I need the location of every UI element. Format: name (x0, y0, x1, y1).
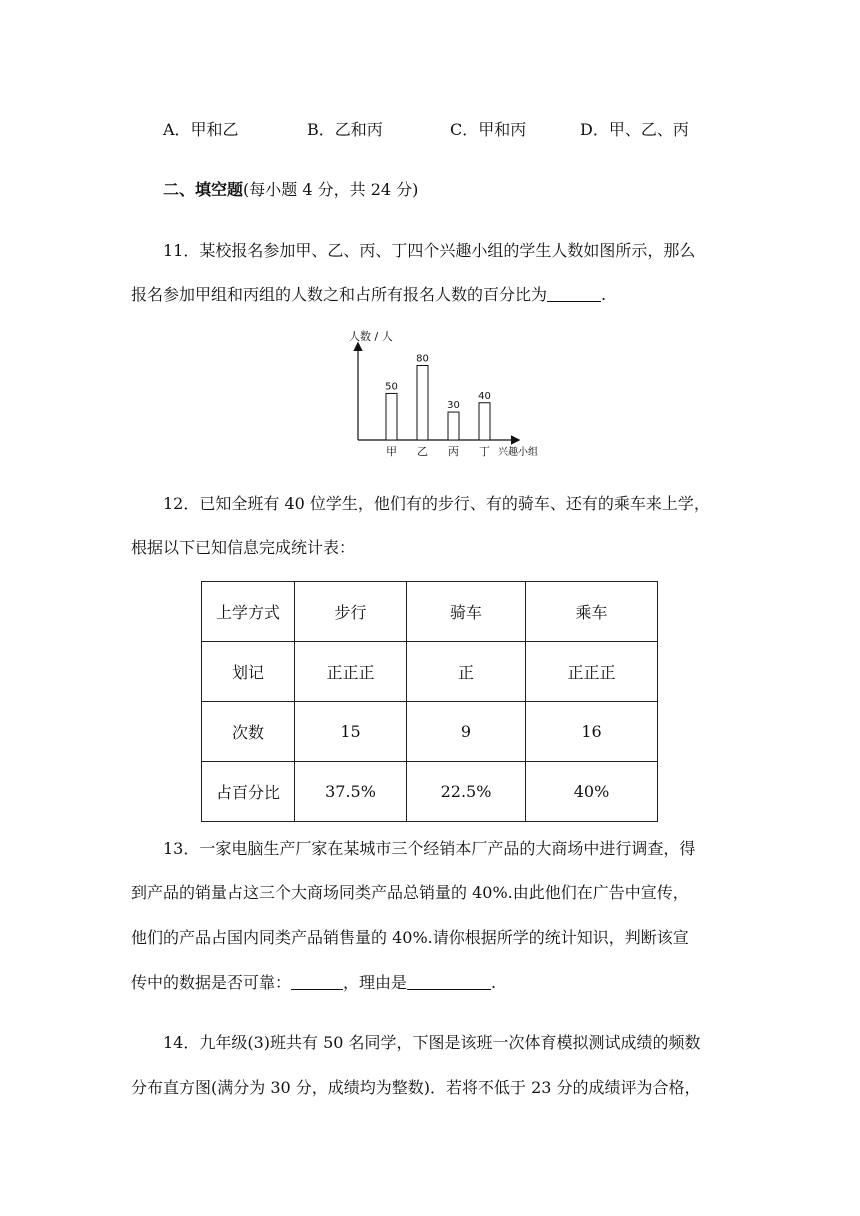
q11-line-2 (131, 282, 606, 305)
bar-3 (448, 412, 459, 440)
bar-1 (386, 393, 397, 440)
q14-line-1: 14．九年级(3)班共有 50 名同学，下图是该班一次体育模拟测试成绩的频数 (163, 1033, 701, 1052)
answer-blank (547, 285, 601, 302)
table-row (202, 582, 658, 642)
section-title: 二、填空题 (163, 180, 244, 199)
table-row (202, 702, 658, 762)
q13-line-3: 他们的产品占国内同类产品销售量的 40%.请你根据所学的统计知识，判断该宣 (131, 928, 689, 947)
section-heading (163, 177, 418, 200)
row-header-cell: 占百分比 (202, 762, 295, 822)
category-tick-label: 丁 (479, 445, 490, 458)
table-cell: 22.5% (407, 762, 526, 822)
q14-line-2: 分布直方图(满分为 30 分，成绩均为整数)．若将不低于 23 分的成绩评为合格， (131, 1078, 701, 1097)
table-cell: 正正正 (295, 642, 407, 702)
option-a: A．甲和乙 (163, 120, 239, 139)
option-d: D．甲、乙、丙 (580, 120, 689, 139)
category-tick-label: 甲 (386, 445, 397, 458)
bar-4 (479, 403, 490, 440)
q13-text-b: ，理由是 (343, 973, 408, 992)
table-row (202, 642, 658, 702)
q11-tail: . (601, 285, 607, 304)
section-note: (每小题 4 分，共 24 分) (243, 180, 419, 199)
row-header-cell: 划记 (202, 642, 295, 702)
x-axis-label: 兴趣小组 (498, 447, 538, 458)
q13-line-2: 到产品的销量占这三个大商场同类产品总销量的 40%.由此他们在广告中宣传， (131, 883, 689, 902)
q12-line-1: 12．已知全班有 40 位学生，他们有的步行、有的骑车、还有的乘车来上学， (163, 494, 710, 513)
category-tick-label: 乙 (417, 445, 428, 458)
q13-line-4 (131, 970, 496, 993)
statistics-table (201, 581, 658, 822)
column-header-cell: 乘车 (526, 582, 658, 642)
table-cell: 正正正 (526, 642, 658, 702)
q11-line-1: 11．某校报名参加甲、乙、丙、丁四个兴趣小组的学生人数如图所示，那么 (163, 241, 696, 260)
q13-tail: . (491, 973, 497, 992)
data-label: 50 (385, 381, 398, 393)
q13-text-a: 传中的数据是否可靠： (131, 973, 292, 992)
data-label: 40 (478, 390, 491, 402)
table-cell: 40% (526, 762, 658, 822)
bar-2 (417, 366, 428, 440)
table-row (202, 762, 658, 822)
row-header-cell: 次数 (202, 702, 295, 762)
bar-chart (340, 322, 550, 462)
table-cell: 15 (295, 702, 407, 762)
data-label: 30 (447, 400, 460, 412)
table-cell: 16 (526, 702, 658, 762)
row-header-cell: 上学方式 (202, 582, 295, 642)
table-cell: 37.5% (295, 762, 407, 822)
y-axis-label: 人数 / 人 (349, 330, 393, 343)
option-b: B．乙和丙 (307, 120, 383, 139)
category-tick-label: 丙 (448, 445, 459, 458)
table-cell: 正 (407, 642, 526, 702)
table-cell: 9 (407, 702, 526, 762)
data-label: 80 (416, 353, 429, 365)
column-header-cell: 步行 (295, 582, 407, 642)
column-header-cell: 骑车 (407, 582, 526, 642)
reason-blank (407, 973, 491, 990)
q12-line-2: 根据以下已知信息完成统计表： (131, 538, 356, 557)
reliability-blank (291, 973, 343, 990)
q11-text: 报名参加甲组和丙组的人数之和占所有报名人数的百分比为 (131, 285, 548, 304)
option-c: C．甲和丙 (450, 120, 527, 139)
q13-line-1: 13．一家电脑生产厂家在某城市三个经销本厂产品的大商场中进行调查，得 (163, 839, 696, 858)
